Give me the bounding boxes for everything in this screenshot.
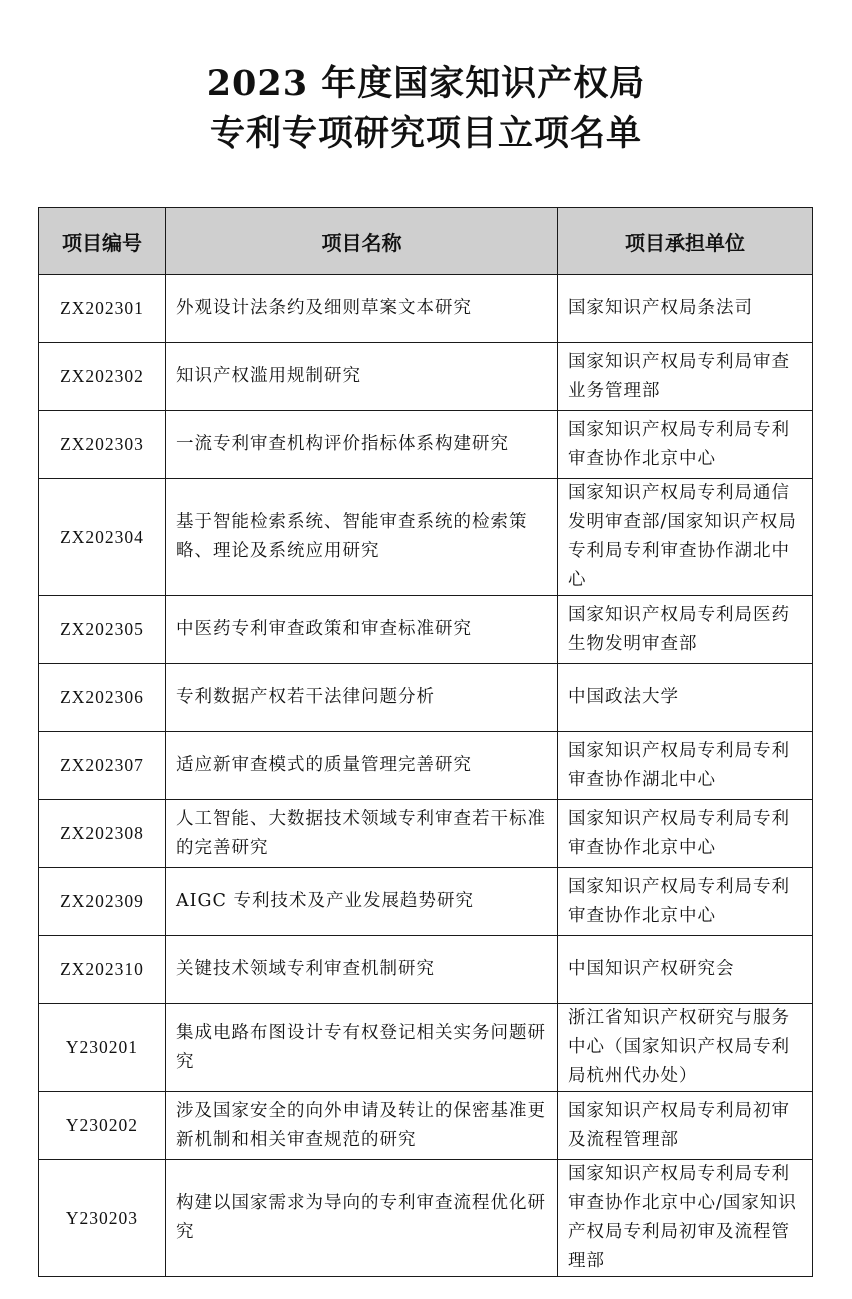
table-row <box>39 596 813 664</box>
project-unit: 国家知识产权局专利局初审及流程管理部 <box>558 1092 813 1160</box>
project-unit: 国家知识产权局专利局专利审查协作湖北中心 <box>558 732 813 800</box>
table-row <box>39 936 813 1004</box>
project-name: 集成电路布图设计专有权登记相关实务问题研究 <box>166 1004 558 1092</box>
project-code: ZX202304 <box>39 479 166 596</box>
project-name: 知识产权滥用规制研究 <box>166 343 558 411</box>
project-code: ZX202301 <box>39 275 166 343</box>
project-name: 基于智能检索系统、智能审查系统的检索策略、理论及系统应用研究 <box>166 479 558 596</box>
table-row <box>39 1092 813 1160</box>
project-unit: 国家知识产权局专利局通信发明审查部/国家知识产权局专利局专利审查协作湖北中心 <box>558 479 813 596</box>
project-name: 中医药专利审查政策和审查标准研究 <box>166 596 558 664</box>
table-row <box>39 1160 813 1277</box>
project-unit: 国家知识产权局专利局专利审查协作北京中心 <box>558 411 813 479</box>
project-name: 构建以国家需求为导向的专利审查流程优化研究 <box>166 1160 558 1277</box>
project-unit: 中国知识产权研究会 <box>558 936 813 1004</box>
table-row <box>39 343 813 411</box>
project-name: 专利数据产权若干法律问题分析 <box>166 664 558 732</box>
project-unit: 浙江省知识产权研究与服务中心（国家知识产权局专利局杭州代办处） <box>558 1004 813 1092</box>
project-code: ZX202308 <box>39 800 166 868</box>
project-code: ZX202303 <box>39 411 166 479</box>
project-code: ZX202310 <box>39 936 166 1004</box>
table-row <box>39 868 813 936</box>
project-unit: 中国政法大学 <box>558 664 813 732</box>
project-unit: 国家知识产权局条法司 <box>558 275 813 343</box>
project-unit: 国家知识产权局专利局专利审查协作北京中心/国家知识产权局专利局初审及流程管理部 <box>558 1160 813 1277</box>
table-row <box>39 800 813 868</box>
project-name: 外观设计法条约及细则草案文本研究 <box>166 275 558 343</box>
project-code: ZX202309 <box>39 868 166 936</box>
project-code: Y230203 <box>39 1160 166 1277</box>
table-row <box>39 411 813 479</box>
project-name: 人工智能、大数据技术领域专利审查若干标准的完善研究 <box>166 800 558 868</box>
header-project-name: 项目名称 <box>166 208 558 275</box>
project-table <box>38 207 813 1277</box>
project-code: ZX202307 <box>39 732 166 800</box>
project-code: ZX202305 <box>39 596 166 664</box>
project-unit: 国家知识产权局专利局审查业务管理部 <box>558 343 813 411</box>
project-unit: 国家知识产权局专利局专利审查协作北京中心 <box>558 868 813 936</box>
page-title-line-2: 专利专项研究项目立项名单 <box>209 113 642 154</box>
table-header-row <box>39 208 813 275</box>
project-name: 适应新审查模式的质量管理完善研究 <box>166 732 558 800</box>
table-row <box>39 732 813 800</box>
header-project-unit: 项目承担单位 <box>558 208 813 275</box>
project-unit: 国家知识产权局专利局专利审查协作北京中心 <box>558 800 813 868</box>
project-code: ZX202302 <box>39 343 166 411</box>
page-title-line-1: 2023 年度国家知识产权局 <box>206 63 646 104</box>
table-row <box>39 479 813 596</box>
project-code: Y230202 <box>39 1092 166 1160</box>
project-name: 一流专利审查机构评价指标体系构建研究 <box>166 411 558 479</box>
project-unit: 国家知识产权局专利局医药生物发明审查部 <box>558 596 813 664</box>
project-code: Y230201 <box>39 1004 166 1092</box>
table-row <box>39 1004 813 1092</box>
table-row <box>39 275 813 343</box>
header-project-code: 项目编号 <box>39 208 166 275</box>
project-name: 关键技术领域专利审查机制研究 <box>166 936 558 1004</box>
project-name: 涉及国家安全的向外申请及转让的保密基准更新机制和相关审查规范的研究 <box>166 1092 558 1160</box>
project-name: AIGC 专利技术及产业发展趋势研究 <box>166 868 558 936</box>
project-code: ZX202306 <box>39 664 166 732</box>
table-row <box>39 664 813 732</box>
